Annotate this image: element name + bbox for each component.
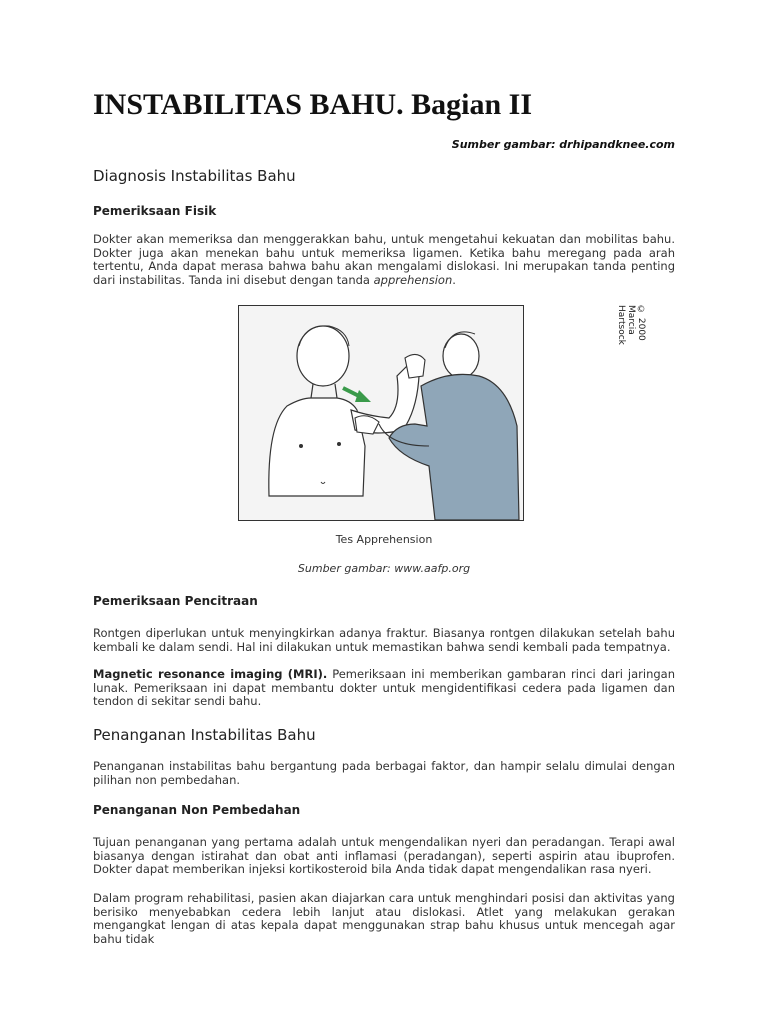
emphasis-text: apprehension bbox=[373, 272, 453, 287]
paragraph-physical-exam bbox=[93, 233, 675, 287]
paragraph-imaging-mri bbox=[93, 668, 675, 709]
section-heading-treatment: Penanganan Instabilitas Bahu bbox=[93, 726, 316, 744]
image-source-top: Sumber gambar: drhipandknee.com bbox=[451, 138, 675, 151]
figure-source: Sumber gambar: www.aafp.org bbox=[297, 562, 471, 575]
subheading-imaging: Pemeriksaan Pencitraan bbox=[93, 594, 258, 608]
subheading-physical-exam: Pemeriksaan Fisik bbox=[93, 204, 217, 218]
paragraph-treatment-intro: Penanganan instabilitas bahu bergantung pada berbagai faktor, dan hampir selalu dimulai dengan pilihan non pembedahan. bbox=[93, 759, 675, 787]
subheading-non-surgical: Penanganan Non Pembedahan bbox=[93, 803, 301, 817]
paragraph-end: . bbox=[452, 272, 456, 287]
figure-caption: Tes Apprehension bbox=[335, 533, 433, 546]
section-heading-diagnosis: Diagnosis Instabilitas Bahu bbox=[93, 167, 296, 185]
paragraph-non-surgical-2: Dalam program rehabilitasi, pasien akan diajarkan cara untuk menghindari posisi dan aktivitas yang berisiko menyebabkan cedera lebih lanjut atau dislokasi. Atlet yang melakukan gerakan mengangkat lengan di atas kepala dapat menggunakan strap bahu khusus untuk mencegah agar bahu tidak bbox=[93, 891, 675, 946]
paragraph-non-surgical-1: Tujuan penanganan yang pertama adalah untuk mengendalikan nyeri dan peradangan. Terapi awal biasanya dengan istirahat dan obat anti inflamasi (peradangan), seperti aspirin atau ibuprofen. Dokter dapat memberikan injeksi kortikosteroid bila Anda tidak dapat mengendalikan rasa nyeri. bbox=[93, 835, 675, 876]
paragraph-text: Pemeriksaan ini memberikan gambaran rinci dari jaringan lunak. Pemeriksaan ini dapat membantu dokter untuk mengidentifikasi cedera pada ligamen dan tendon di sekitar sendi bahu. bbox=[93, 667, 675, 708]
illustration-credit: © 2000 Marcia Hartsock bbox=[616, 305, 646, 345]
apprehension-test-illustration bbox=[238, 305, 524, 521]
mri-term: Magnetic resonance imaging (MRI). bbox=[93, 667, 328, 681]
paragraph-imaging-xray: Rontgen diperlukan untuk menyingkirkan adanya fraktur. Biasanya rontgen dilakukan setelah bahu kembali ke dalam sendi. Hal ini dilakukan untuk memastikan bahwa sendi kembali pada tempatnya. bbox=[93, 626, 675, 654]
page-title: INSTABILITAS BAHU. Bagian II bbox=[93, 88, 533, 121]
paragraph-text: Dokter akan memeriksa dan menggerakkan bahu, untuk mengetahui kekuatan dan mobilitas bahu. Dokter juga akan menekan bahu untuk memeriksa ligamen. Ketika bahu meregang pada arah tertentu, Anda dapat merasa bahwa bahu akan mengalami dislokasi. Ini merupakan tanda penting dari instabilitas. Tanda ini disebut dengan tanda bbox=[93, 232, 675, 287]
